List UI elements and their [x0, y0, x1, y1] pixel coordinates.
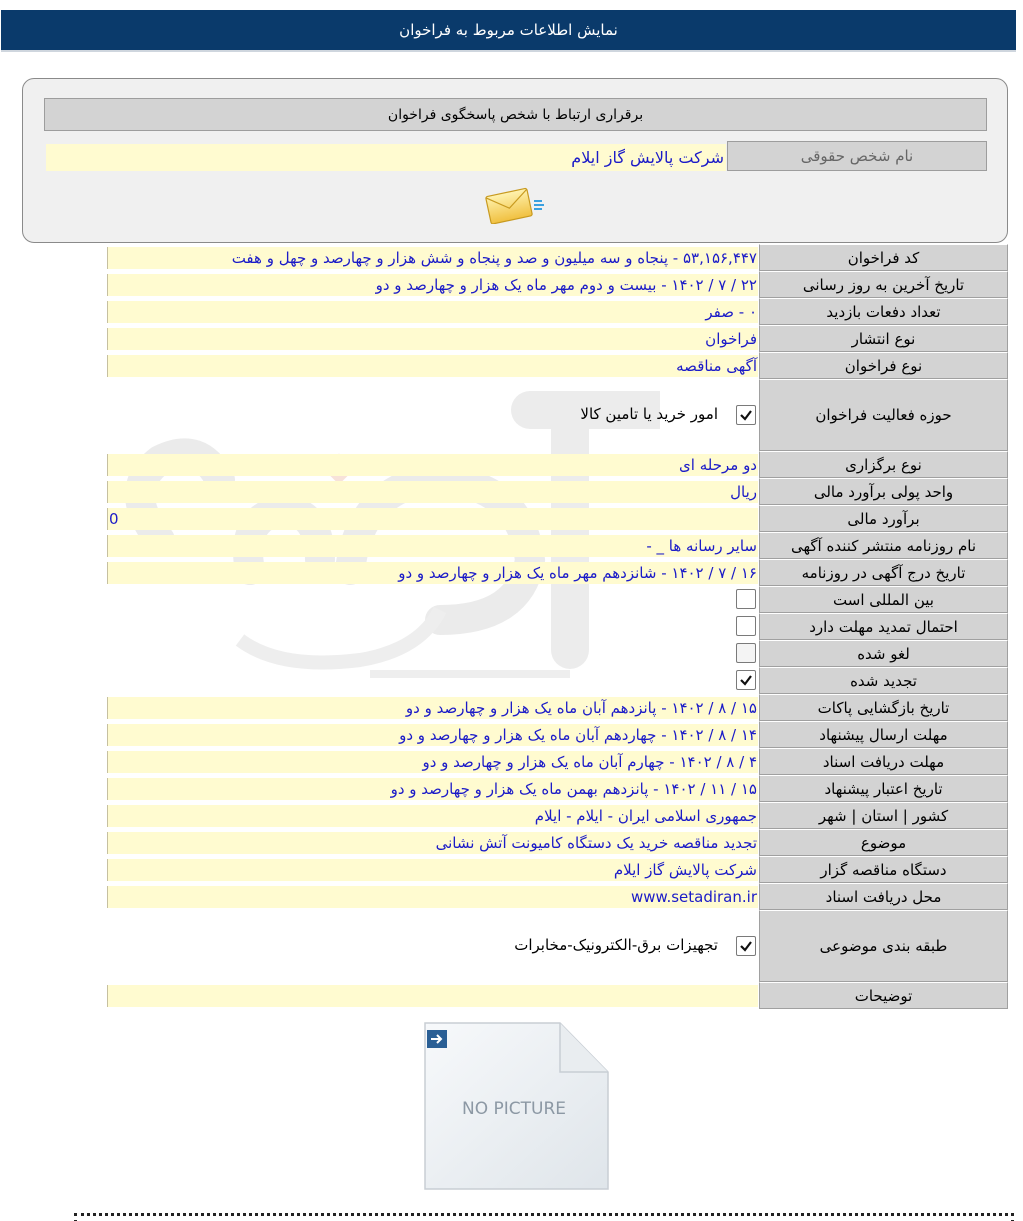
value-document-place[interactable]: www.setadiran.ir — [107, 886, 758, 908]
value-subject: تجدید مناقصه خرید یک دستگاه کامیونت آتش نشانی — [107, 832, 758, 854]
contact-row — [44, 141, 987, 171]
value-holding-type: دو مرحله ای — [107, 454, 758, 476]
label-extension: احتمال تمدید مهلت دارد — [759, 613, 1008, 640]
row-category — [107, 910, 1008, 982]
row-publish-type — [107, 325, 1008, 352]
row-activity-scope — [107, 379, 1008, 451]
cancelled-checkbox[interactable] — [736, 643, 756, 663]
row-newspaper — [107, 532, 1008, 559]
label-activity-scope: حوزه فعالیت فراخوان — [759, 379, 1008, 451]
row-opening-date — [107, 694, 1008, 721]
value-document-deadline: ۴ / ۸ / ۱۴۰۲ - چهارم آبان ماه یک هزار و چهارصد و دو — [107, 751, 758, 773]
value-last-update: ۲۲ / ۷ / ۱۴۰۲ - بیست و دوم مهر ماه یک هزار و چهارصد و دو — [107, 274, 758, 296]
no-picture-text: NO PICTURE — [461, 1099, 567, 1119]
label-publish-type: نوع انتشار — [759, 325, 1008, 352]
contact-label: نام شخص حقوقی — [727, 141, 987, 171]
row-estimate — [107, 505, 1008, 532]
value-submission-deadline: ۱۴ / ۸ / ۱۴۰۲ - چهاردهم آبان ماه یک هزار و چهارصد و دو — [107, 724, 758, 746]
value-newspaper: سایر رسانه ها _ - — [107, 535, 758, 557]
value-description — [107, 985, 758, 1007]
value-code: ۵۳,۱۵۶,۴۴۷ - پنجاه و سه میلیون و صد و پنجاه و شش هزار و چهارصد و چهل و هفت — [107, 247, 758, 269]
row-cancelled — [107, 640, 1008, 667]
value-currency: ریال — [107, 481, 758, 503]
label-holding-type: نوع برگزاری — [759, 451, 1008, 478]
label-submission-deadline: مهلت ارسال پیشنهاد — [759, 721, 1008, 748]
value-opening-date: ۱۵ / ۸ / ۱۴۰۲ - پانزدهم آبان ماه یک هزار و چهارصد و دو — [107, 697, 758, 719]
label-location: کشور | استان | شهر — [759, 802, 1008, 829]
row-submission-deadline — [107, 721, 1008, 748]
row-extension — [107, 613, 1008, 640]
bottom-divider — [74, 1213, 1014, 1216]
renewed-checkbox[interactable] — [736, 670, 756, 690]
row-location — [107, 802, 1008, 829]
label-newspaper: نام روزنامه منتشر کننده آگهی — [759, 532, 1008, 559]
label-currency: واحد پولی برآورد مالی — [759, 478, 1008, 505]
label-document-place: محل دریافت اسناد — [759, 883, 1008, 910]
activity-scope-option: امور خرید یا تامین کالا — [580, 405, 718, 423]
value-call-type: آگهی مناقصه — [107, 355, 758, 377]
value-validity-date: ۱۵ / ۱۱ / ۱۴۰۲ - پانزدهم بهمن ماه یک هزار و چهارصد و دو — [107, 778, 758, 800]
row-holding-type — [107, 451, 1008, 478]
bottom-divider-right — [1011, 1213, 1014, 1221]
row-document-deadline — [107, 748, 1008, 775]
page-title: نمایش اطلاعات مربوط به فراخوان — [1, 10, 1016, 52]
value-location: جمهوری اسلامی ایران - ایلام - ایلام — [107, 805, 758, 827]
label-organizer: دستگاه مناقصه گزار — [759, 856, 1008, 883]
label-code: کد فراخوان — [759, 244, 1008, 271]
label-visits: تعداد دفعات بازدید — [759, 298, 1008, 325]
value-estimate: 0 — [107, 508, 758, 530]
label-international: بین المللی است — [759, 586, 1008, 613]
label-renewed: تجدید شده — [759, 667, 1008, 694]
contact-header: برقراری ارتباط با شخص پاسخگوی فراخوان — [44, 98, 987, 131]
row-currency — [107, 478, 1008, 505]
label-subject: موضوع — [759, 829, 1008, 856]
row-international — [107, 586, 1008, 613]
top-strip — [0, 0, 1023, 8]
row-call-type — [107, 352, 1008, 379]
label-opening-date: تاریخ بازگشایی پاکات — [759, 694, 1008, 721]
label-category: طبقه بندی موضوعی — [759, 910, 1008, 982]
extension-checkbox[interactable] — [736, 616, 756, 636]
value-newspaper-date: ۱۶ / ۷ / ۱۴۰۲ - شانزدهم مهر ماه یک هزار و چهارصد و دو — [107, 562, 758, 584]
contact-value: شرکت پالایش گاز ایلام — [46, 144, 726, 171]
row-last-update — [107, 271, 1008, 298]
label-description: توضیحات — [759, 982, 1008, 1009]
label-cancelled: لغو شده — [759, 640, 1008, 667]
row-code — [107, 244, 1008, 271]
category-checkbox[interactable] — [736, 936, 756, 956]
row-newspaper-date — [107, 559, 1008, 586]
mail-icon[interactable] — [484, 186, 548, 224]
label-last-update: تاریخ آخرین به روز رسانی — [759, 271, 1008, 298]
row-organizer — [107, 856, 1008, 883]
row-document-place — [107, 883, 1008, 910]
international-checkbox[interactable] — [736, 589, 756, 609]
contact-panel — [22, 78, 1008, 243]
label-document-deadline: مهلت دریافت اسناد — [759, 748, 1008, 775]
value-organizer: شرکت پالایش گاز ایلام — [107, 859, 758, 881]
label-call-type: نوع فراخوان — [759, 352, 1008, 379]
label-estimate: برآورد مالی — [759, 505, 1008, 532]
row-visits — [107, 298, 1008, 325]
label-validity-date: تاریخ اعتبار پیشنهاد — [759, 775, 1008, 802]
value-visits: ۰ - صفر — [107, 301, 758, 323]
label-newspaper-date: تاریخ درج آگهی در روزنامه — [759, 559, 1008, 586]
image-placeholder — [420, 1020, 612, 1192]
row-subject — [107, 829, 1008, 856]
row-validity-date — [107, 775, 1008, 802]
row-renewed — [107, 667, 1008, 694]
bottom-divider-left — [74, 1213, 77, 1221]
value-publish-type: فراخوان — [107, 328, 758, 350]
activity-scope-checkbox[interactable] — [736, 405, 756, 425]
row-description — [107, 982, 1008, 1009]
category-option: تجهیزات برق-الکترونیک-مخابرات — [514, 936, 718, 954]
